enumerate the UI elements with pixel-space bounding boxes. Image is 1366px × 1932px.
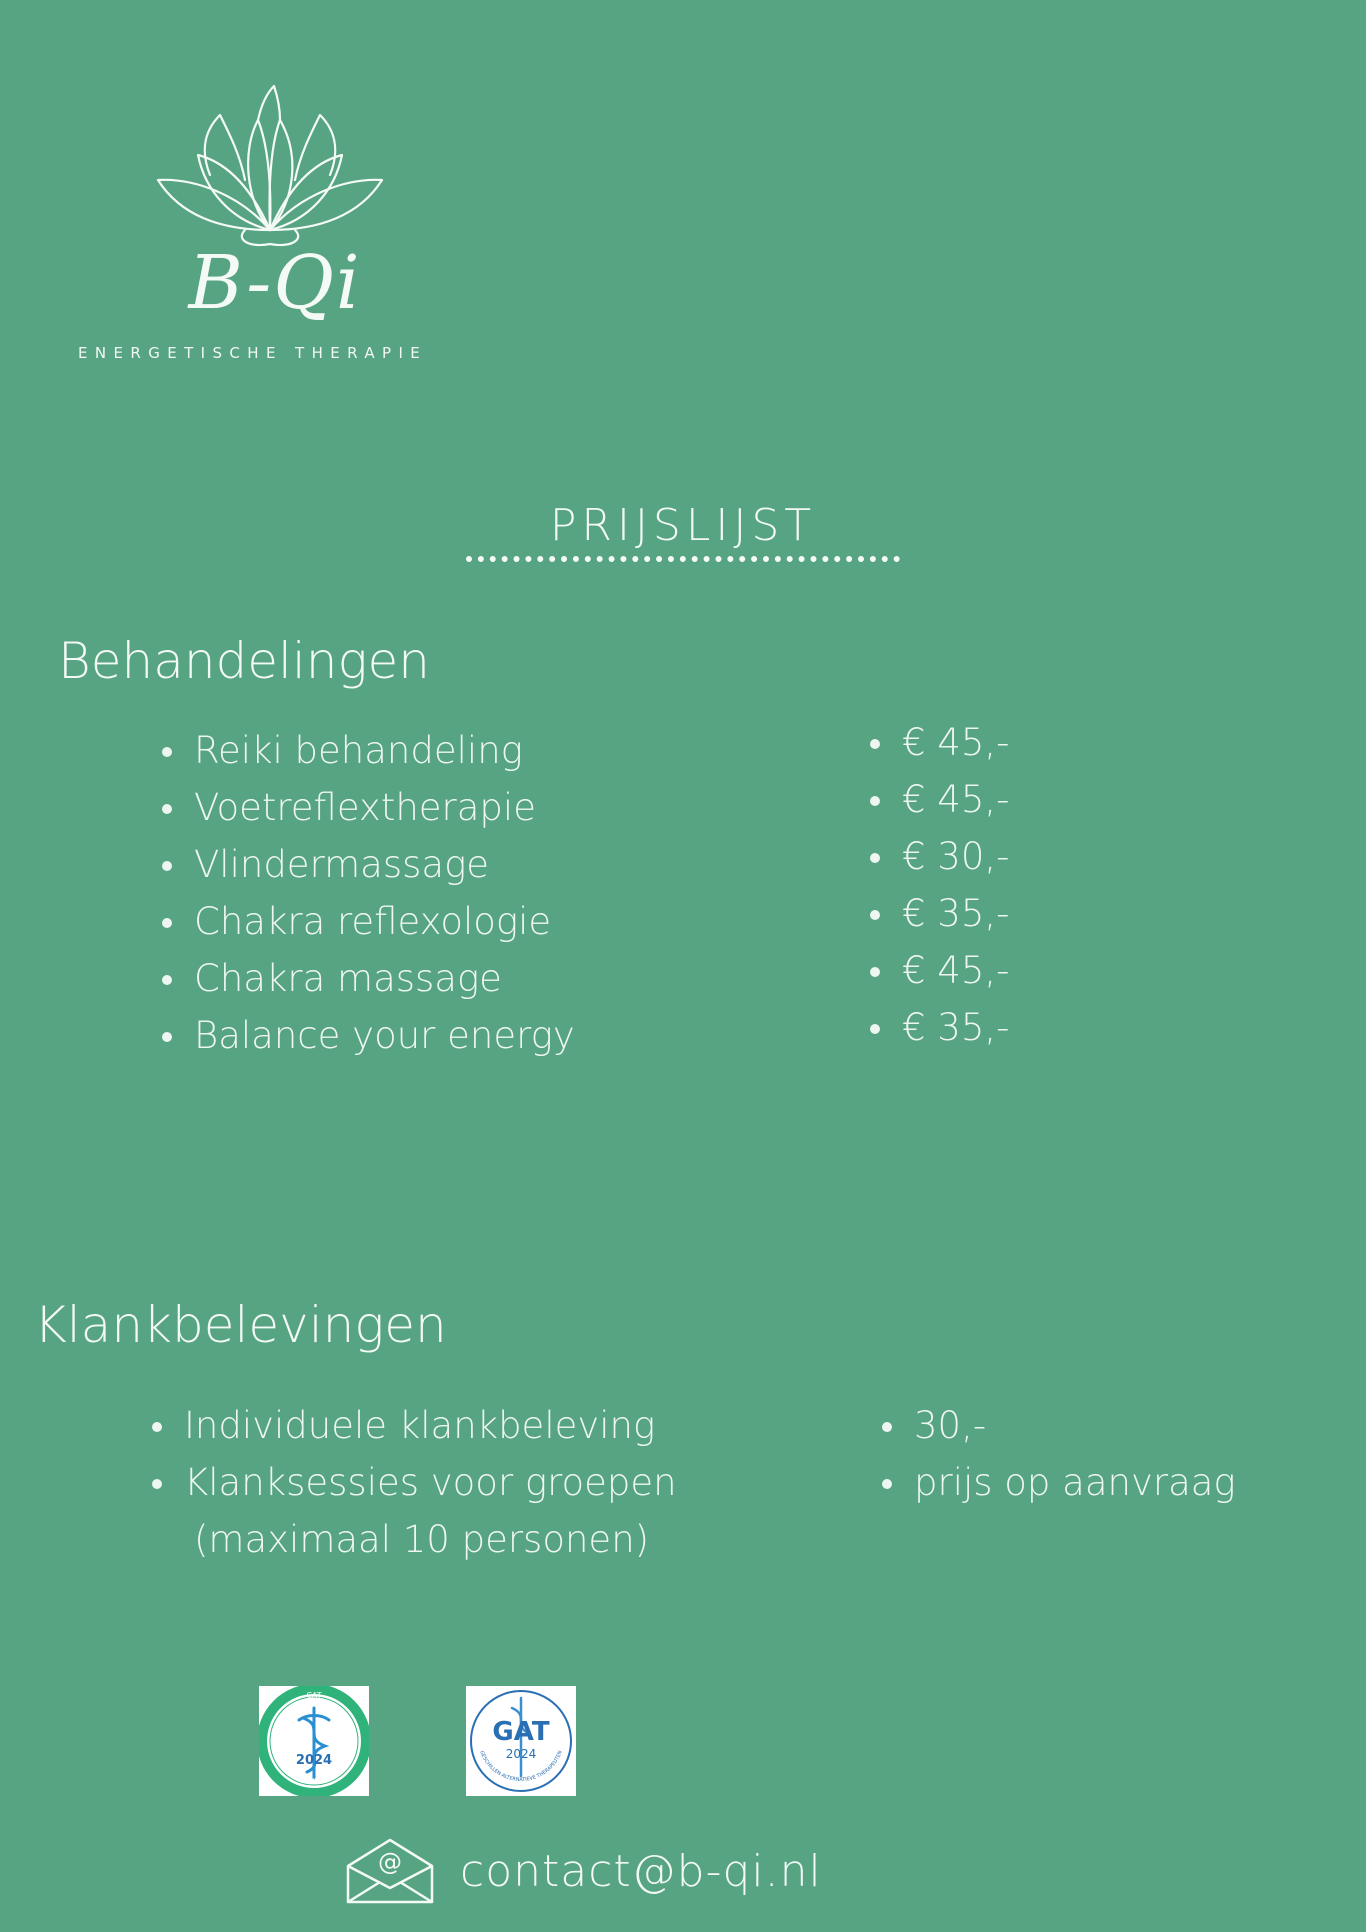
list-item-continuation: (maximaal 10 personen): [194, 1518, 650, 1561]
sound-name-list: [146, 1397, 677, 1568]
svg-text:@: @: [378, 1848, 402, 1876]
price-item: € 35,-: [864, 885, 1010, 942]
treatments-price-list: [864, 714, 1010, 1056]
list-item: Voetreflextherapie: [156, 779, 575, 836]
cat-membership-badge: [259, 1686, 369, 1796]
mail-icon: [344, 1836, 436, 1906]
price-item: € 45,-: [864, 942, 1010, 999]
price-item: € 35,-: [864, 999, 1010, 1056]
price-item: 30,-: [876, 1397, 1236, 1454]
page-title: PRIJSLIJST: [549, 500, 817, 551]
list-item: Chakra reflexologie: [156, 893, 575, 950]
price-item: prijs op aanvraag: [876, 1454, 1236, 1511]
sound-price-list: [876, 1397, 1236, 1511]
badge-year: 2024: [505, 1747, 537, 1761]
badge-year: 2024: [295, 1753, 333, 1768]
price-item: € 30,-: [864, 828, 1010, 885]
price-item: € 45,-: [864, 714, 1010, 771]
brand-name: B-Qi: [188, 240, 362, 326]
brand-tagline: ENERGETISCHE THERAPIE: [78, 344, 428, 362]
list-item: Individuele klankbeleving: [146, 1397, 677, 1454]
contact-email-link[interactable]: contact@b-qi.nl: [460, 1846, 822, 1897]
brand-logo: [70, 80, 480, 370]
list-item: Vlindermassage: [156, 836, 575, 893]
badge-ring-text: GESCHILLEN ALTERNATIEVE THERAPEUTEN: [478, 1750, 564, 1783]
list-item: Chakra massage: [156, 950, 575, 1007]
treatments-name-list: [156, 722, 575, 1064]
badge-label: GAT: [492, 1717, 550, 1747]
sound-heading: Klankbelevingen: [34, 1296, 447, 1354]
list-item: Klanksessies voor groepen: [146, 1454, 677, 1511]
treatments-heading: Behandelingen: [58, 632, 430, 690]
list-item: Reiki behandeling: [156, 722, 575, 779]
gat-membership-badge: [466, 1686, 576, 1796]
price-item: € 45,-: [864, 771, 1010, 828]
title-underline: [466, 556, 900, 562]
badge-label: CAT: [306, 1691, 322, 1700]
badge-ring-text: COLLECTIEF ALTERNATIEVE THERAPEUTEN: [272, 1748, 356, 1785]
lotus-icon: [150, 80, 390, 250]
list-item: Balance your energy: [156, 1007, 575, 1064]
